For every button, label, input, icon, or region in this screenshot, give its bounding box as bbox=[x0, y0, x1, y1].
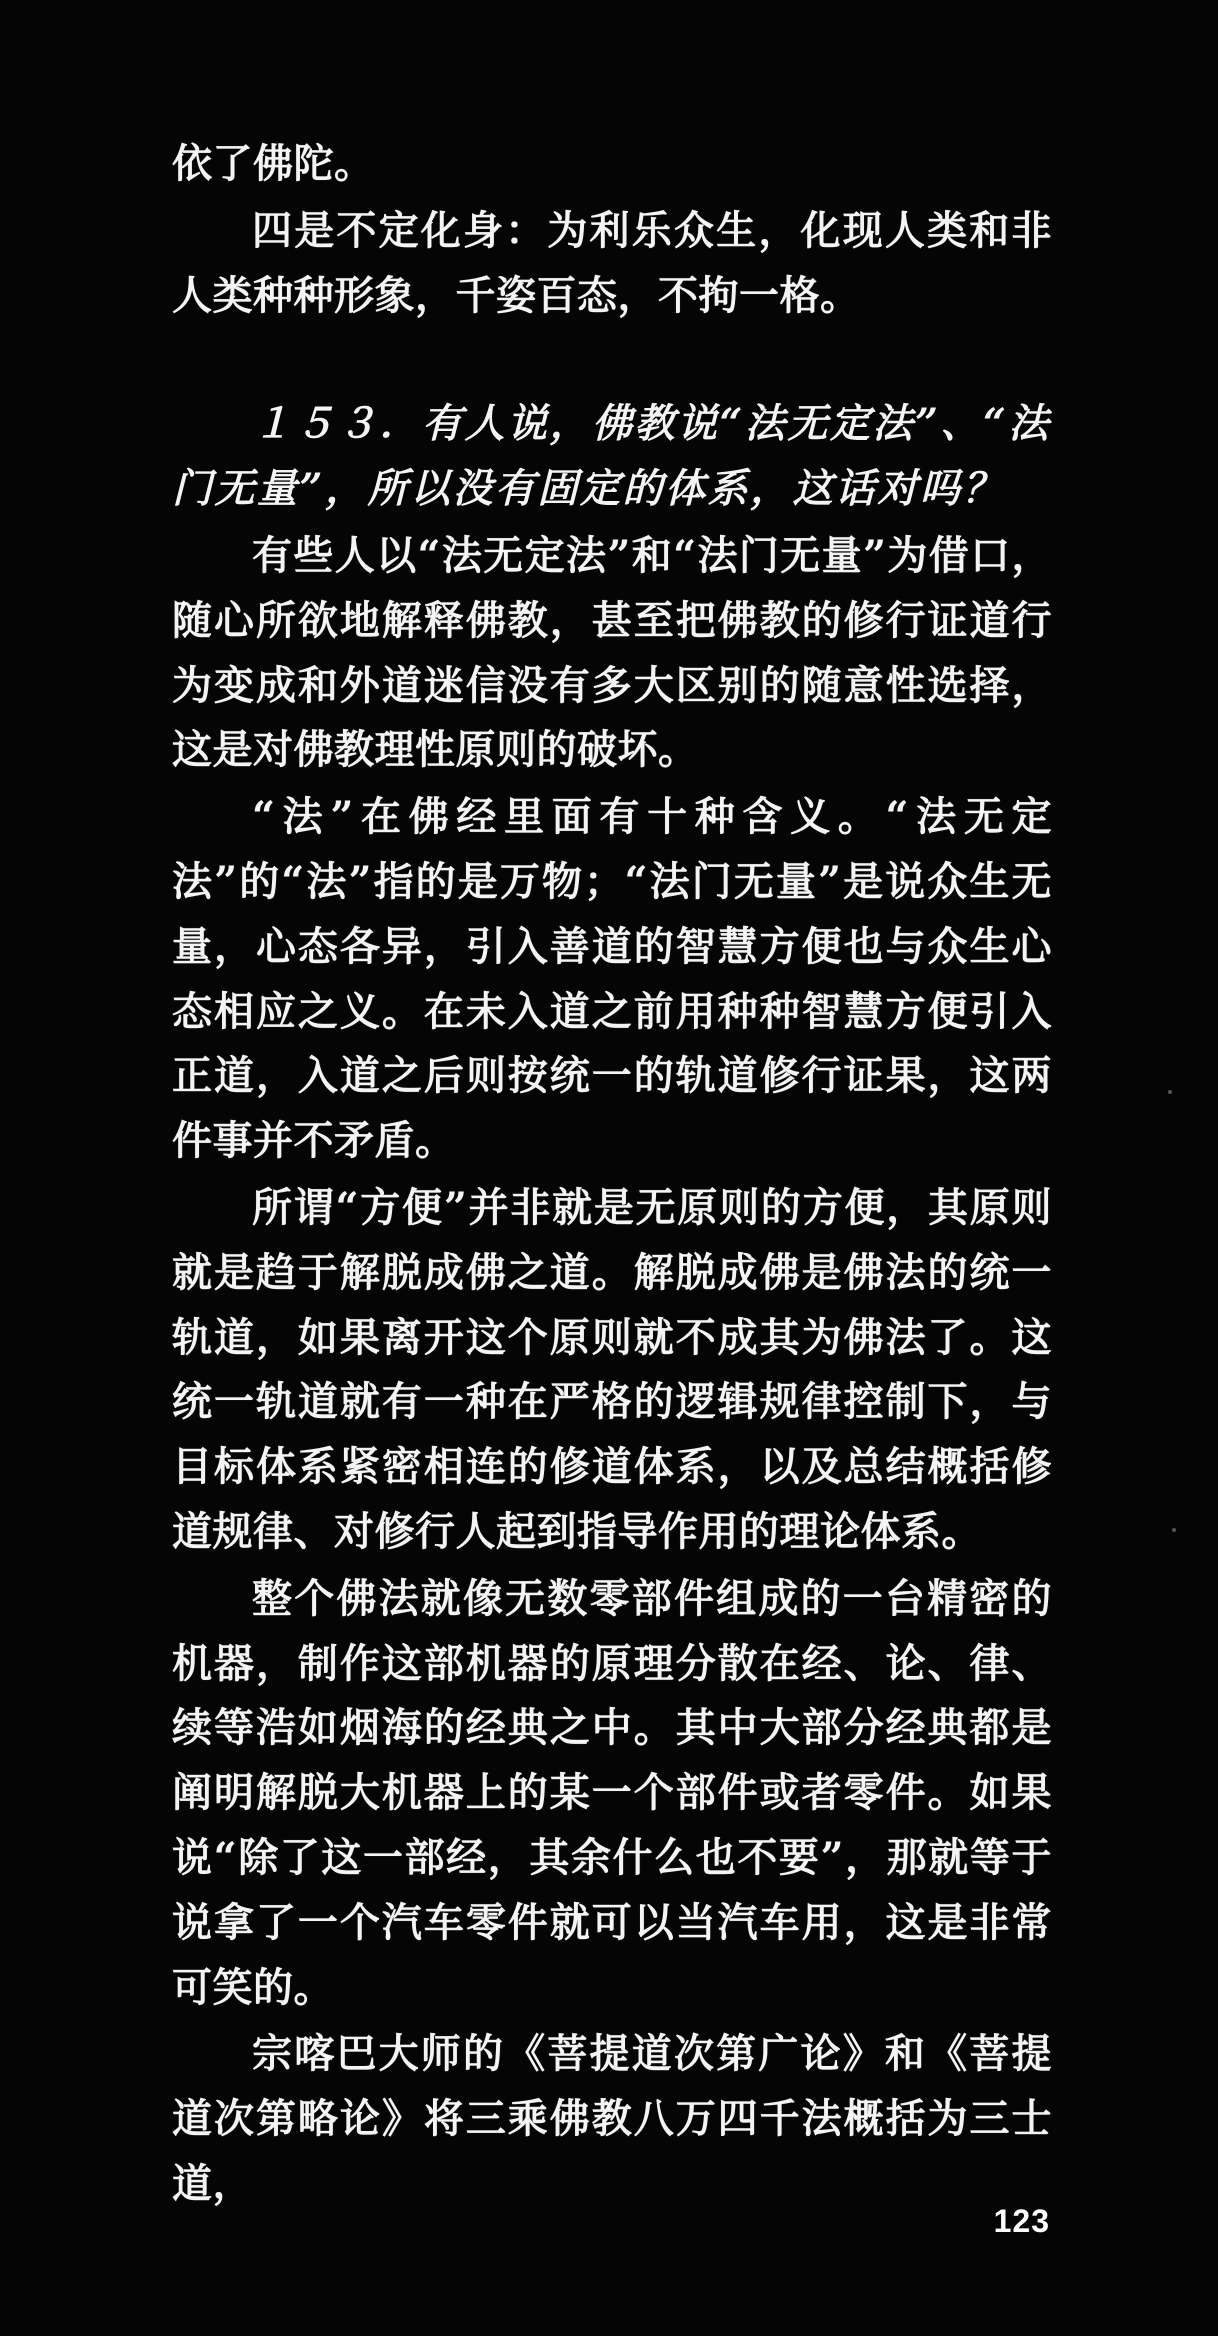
page-number: 123 bbox=[993, 2203, 1050, 2239]
section-spacer bbox=[172, 330, 1052, 392]
paragraph-7: 宗喀巴大师的《菩提道次第广论》和《菩提道次第略论》将三乘佛教八万四千法概括为三士道， bbox=[172, 2030, 1052, 2207]
paragraph-6: 整个佛法就像无数零部件组成的一台精密的机器，制作这部机器的原理分散在经、论、律、续等浩如烟海的经典之中。其中大部分经典都是阐明解脱大机器上的某一个部件或者零件。如果说“除了这一部经，其余什么也不要”，那就等于说拿了一个汽车零件就可以当汽车用，这是非常可笑的。 bbox=[172, 1574, 1052, 2011]
question-heading-153: １５３．有人说，佛教说“法无定法”、“法门无量”，所以没有固定的体系，这话对吗？ bbox=[172, 400, 1052, 513]
paragraph-3: 有些人以“法无定法”和“法门无量”为借口，随心所欲地解释佛教，甚至把佛教的修行证道行为变成和外道迷信没有多大区别的随意性选择，这是对佛教理性原则的破坏。 bbox=[172, 531, 1052, 774]
paragraph-5: 所谓“方便”并非就是无原则的方便，其原则就是趋于解脱成佛之道。解脱成佛是佛法的统一轨道，如果离开这个原则就不成其为佛法了。这统一轨道就有一种在严格的逻辑规律控制下，与目标体系紧密相连的修道体系，以及总结概括修道规律、对修行人起到指导作用的理论体系。 bbox=[172, 1183, 1052, 1555]
page-speck bbox=[1172, 1528, 1176, 1532]
page-text-column bbox=[172, 132, 1052, 2219]
paragraph-1: 依了佛陀。 bbox=[172, 140, 375, 187]
page-speck bbox=[1168, 1090, 1172, 1094]
paragraph-2: 四是不定化身：为利乐众生，化现人类和非人类种种形象，千姿百态，不拘一格。 bbox=[172, 206, 1052, 319]
paragraph-4: “法”在佛经里面有十种含义。“法无定法”的“法”指的是万物；“法门无量”是说众生无量，心态各异，引入善道的智慧方便也与众生心态相应之义。在未入道之前用种种智慧方便引入正道，入道之后则按统一的轨道修行证果，这两件事并不矛盾。 bbox=[172, 793, 1052, 1165]
